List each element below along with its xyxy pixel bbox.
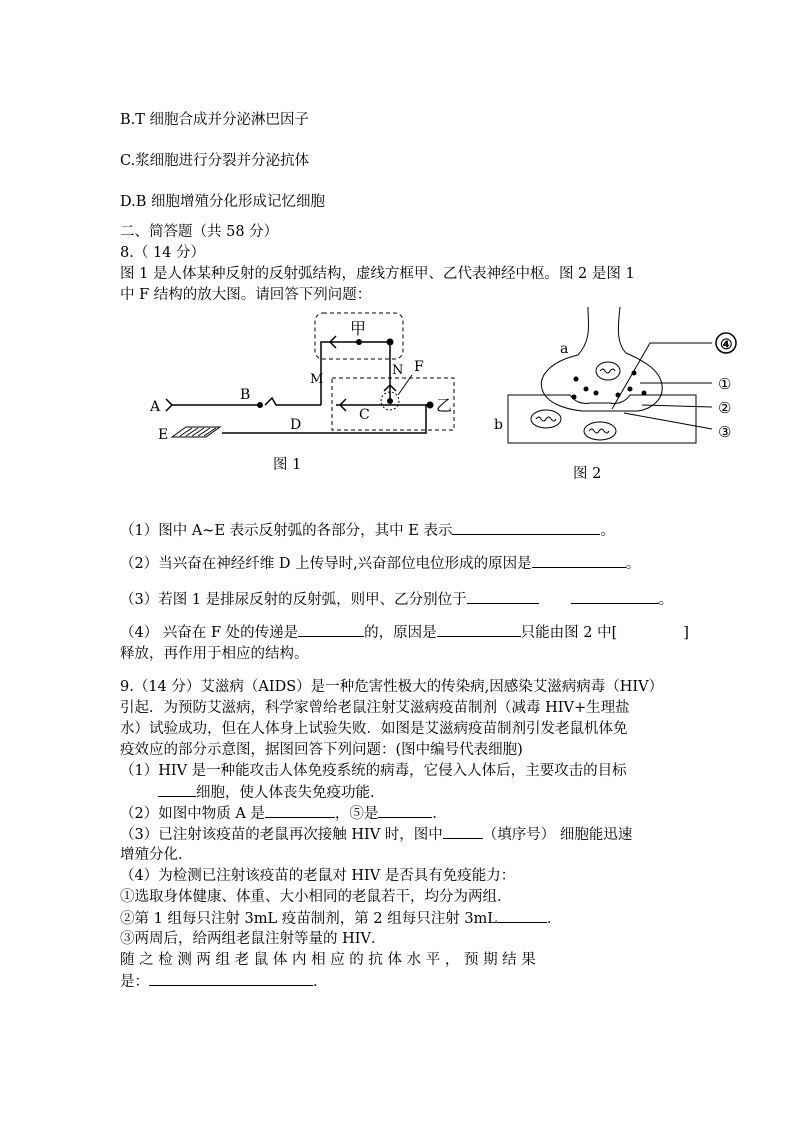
label-f: F — [414, 359, 424, 375]
q8-intro-line2: 中 F 结构的放大图。请回答下列问题： — [120, 287, 372, 303]
q8-part1: （1）图中 A~E 表示反射弧的各部分，其中 E 表示 。 — [120, 520, 615, 541]
q8-part4: （4） 兴奋在 F 处的传递是 的，原因是 只能由图 2 中[ ] — [120, 622, 689, 643]
label-3: ③ — [718, 423, 732, 441]
figure-1-reflex-arc — [150, 305, 470, 455]
q9-line1: 9.（14 分）艾滋病（AIDS）是一种危害性极大的传染病,因感染艾滋病病毒（HIV） — [120, 679, 664, 695]
label-1: ① — [718, 375, 732, 393]
q8-part3: （3）若图 1 是排尿反射的反射弧，则甲、乙分别位于 。 — [120, 589, 673, 610]
q9-line3: 水）试验成功，但在人体身上试验失败．如图是艾滋病疫苗制剂引发老鼠机体免 — [120, 721, 628, 737]
q9-line11: ①选取身体健康、体重、大小相同的老鼠若干，均分为两组． — [120, 889, 512, 905]
label-jia: 甲 — [350, 319, 367, 338]
q9-line8: （3）已注射该疫苗的老鼠再次接触 HIV 时，图中 （填序号） 细胞能迅速 — [120, 824, 632, 845]
q9-line9: 增殖分化． — [120, 847, 193, 863]
q9-line2: 引起．为预防艾滋病，科学家曾给老鼠注射艾滋病疫苗制剂（减毒 HIV+生理盐 — [120, 700, 630, 716]
q9-line10: （4）为检测已注射该疫苗的老鼠对 HIV 是否具有免疫能力： — [120, 868, 516, 884]
label-b: B — [240, 387, 251, 403]
label-4: ④ — [720, 337, 733, 353]
q9-line4: 疫效应的部分示意图，据图回答下列问题：(图中编号代表细胞) — [120, 742, 523, 758]
label-a2: a — [560, 341, 569, 357]
label-n: N — [392, 363, 404, 378]
q9-line12: ②第 1 组每只注射 3mL 疫苗制剂，第 2 组每只注射 3mL ． — [120, 908, 561, 929]
q9-line14: 随 之 检 测 两 组 老 鼠 体 内 相 应 的 抗 体 水 平 ， 预 期 结 果 — [120, 952, 536, 968]
option-c: C.浆细胞进行分裂并分泌抗体 — [120, 153, 310, 169]
q8-intro-line1: 图 1 是人体某种反射的反射弧结构，虚线方框甲、乙代表神经中枢。图 2 是图 1 — [120, 266, 635, 282]
option-b: B.T 细胞合成并分泌淋巴因子 — [120, 112, 310, 128]
q8-part4-cont: 释放，再作用于相应的结构。 — [120, 646, 309, 662]
q9-line15: 是： ． — [120, 971, 328, 992]
label-b2: b — [494, 417, 503, 433]
q9-line7: （2）如图中物质 A 是 ，⑤是 ． — [120, 803, 447, 824]
figure-1-caption: 图 1 — [273, 457, 302, 473]
label-e: E — [158, 427, 169, 443]
label-yi: 乙 — [436, 396, 453, 415]
label-c: C — [359, 407, 370, 423]
q9-line5: （1）HIV 是一种能攻击人体免疫系统的病毒，它侵入人体后，主要攻击的目标 — [120, 763, 627, 779]
label-d: D — [290, 417, 302, 433]
q9-line13: ③两周后，给两组老鼠注射等量的 HIV． — [120, 931, 386, 947]
figure-2-caption: 图 2 — [573, 466, 602, 482]
q8-head: 8.（ 14 分） — [120, 245, 206, 261]
label-a: A — [150, 399, 161, 415]
option-d: D.B 细胞增殖分化形成记忆细胞 — [120, 194, 325, 210]
section-title: 二、简答题（共 58 分） — [120, 224, 279, 240]
q9-line6: 细胞，使人体丧失免疫功能． — [120, 782, 385, 803]
q8-part2: （2）当兴奋在神经纤维 D 上传导时,兴奋部位电位形成的原因是 。 — [120, 553, 640, 574]
label-m: M — [310, 372, 324, 387]
label-2: ② — [718, 399, 732, 417]
figure-2-synapse — [490, 305, 750, 455]
